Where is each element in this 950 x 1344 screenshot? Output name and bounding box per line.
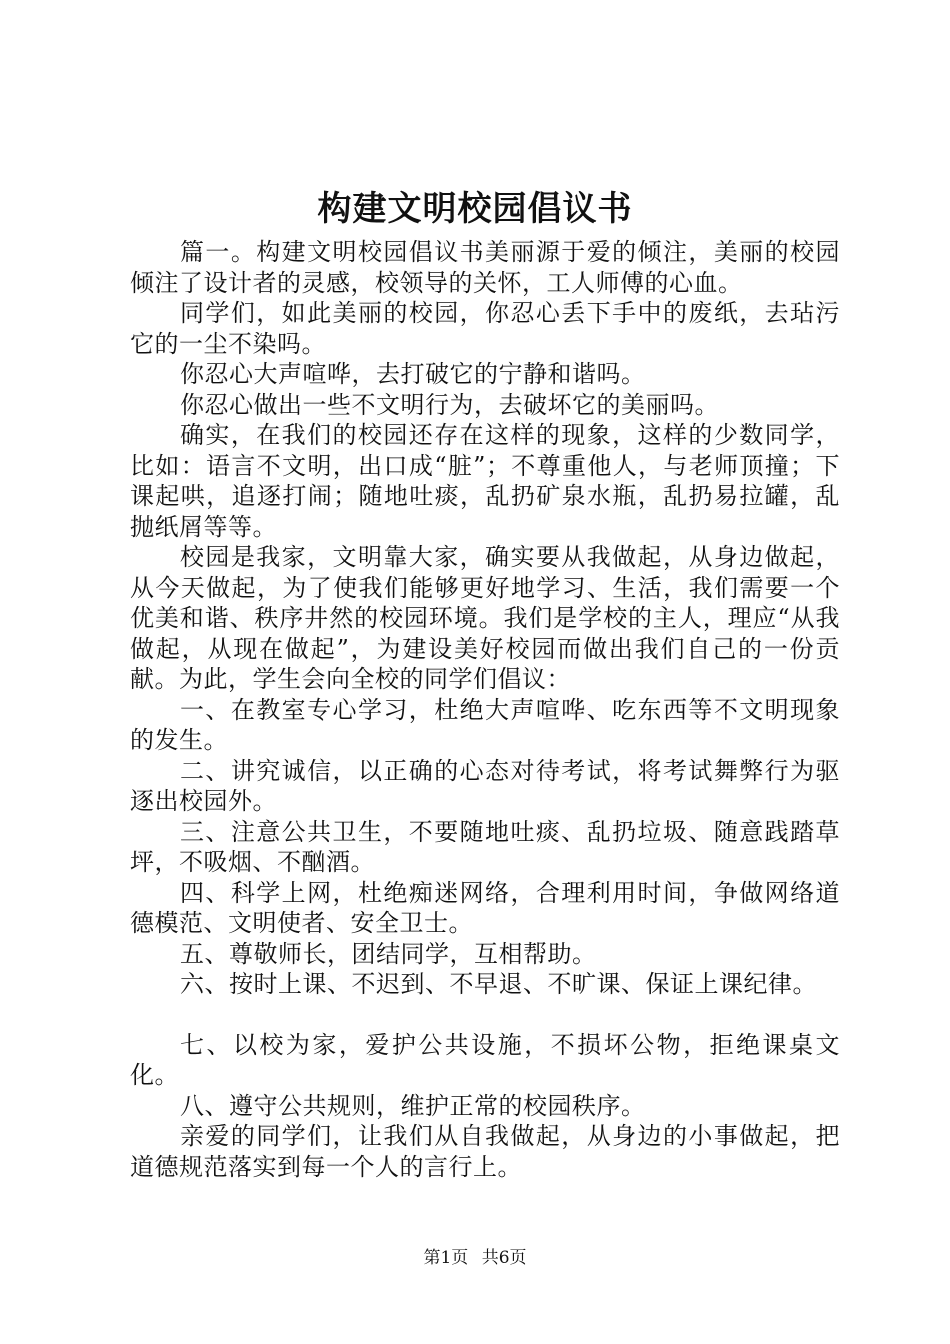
paragraph: 篇一。构建文明校园倡议书美丽源于爱的倾注，美丽的校园倾注了设计者的灵感，校领导的关怀，工人师傅的心血。	[130, 238, 840, 297]
paragraph: 同学们，如此美丽的校园，你忍心丢下手中的废纸，去玷污它的一尘不染吗。	[130, 299, 840, 358]
paragraph: 你忍心做出一些不文明行为，去破坏它的美丽吗。	[180, 390, 719, 419]
proposal-item: 四、科学上网，杜绝痴迷网络，合理利用时间，争做网络道德模范、文明使者、安全卫士。	[130, 878, 840, 937]
document-title: 构建文明校园倡议书	[317, 189, 633, 229]
proposal-item: 一、在教室专心学习，杜绝大声喧哗、吃东西等不文明现象的发生。	[130, 695, 840, 754]
proposal-item: 六、按时上课、不迟到、不早退、不旷课、保证上课纪律。	[180, 970, 817, 998]
document-body	[130, 237, 840, 1182]
paragraph: 你忍心大声喧哗，去打破它的宁静和谐吗。	[180, 360, 646, 388]
page-number-total: 共6页	[481, 1248, 527, 1268]
proposal-item: 七、以校为家，爱护公共设施，不损坏公物，拒绝课桌文化。	[130, 1030, 840, 1089]
proposal-item: 二、讲究诚信，以正确的心态对待考试，将考试舞弊行为驱逐出校园外。	[130, 756, 840, 815]
paragraph: 校园是我家，文明靠大家，确实要从我做起，从身边做起，从今天做起，为了使我们能够更好地学习、生活，我们需要一个优美和谐、秩序井然的校园环境。我们是学校的主人，理应“从我做起，从现在做起”，为建设美好校园而做出我们自己的一份贡献。为此，学生会向全校的同学们倡议：	[130, 543, 840, 693]
proposal-item: 五、尊敬师长，团结同学，互相帮助。	[180, 939, 597, 968]
closing-paragraph: 亲爱的同学们，让我们从自我做起，从身边的小事做起，把道德规范落实到每一个人的言行上。	[130, 1122, 840, 1181]
proposal-item: 三、注意公共卫生，不要随地吐痰、乱扔垃圾、随意践踏草坪，不吸烟、不酗酒。	[130, 817, 840, 876]
paragraph: 确实，在我们的校园还存在这样的现象，这样的少数同学，比如：语言不文明，出口成“脏”；不尊重他人，与老师顶撞；下课起哄，追逐打闹；随地吐痰，乱扔矿泉水瓶，乱扔易拉罐，乱抛纸屑等等。	[130, 421, 840, 541]
proposal-item: 八、遵守公共规则，维护正常的校园秩序。	[180, 1091, 646, 1120]
page-number-current: 第1页	[423, 1248, 469, 1268]
page-footer	[0, 1246, 950, 1270]
